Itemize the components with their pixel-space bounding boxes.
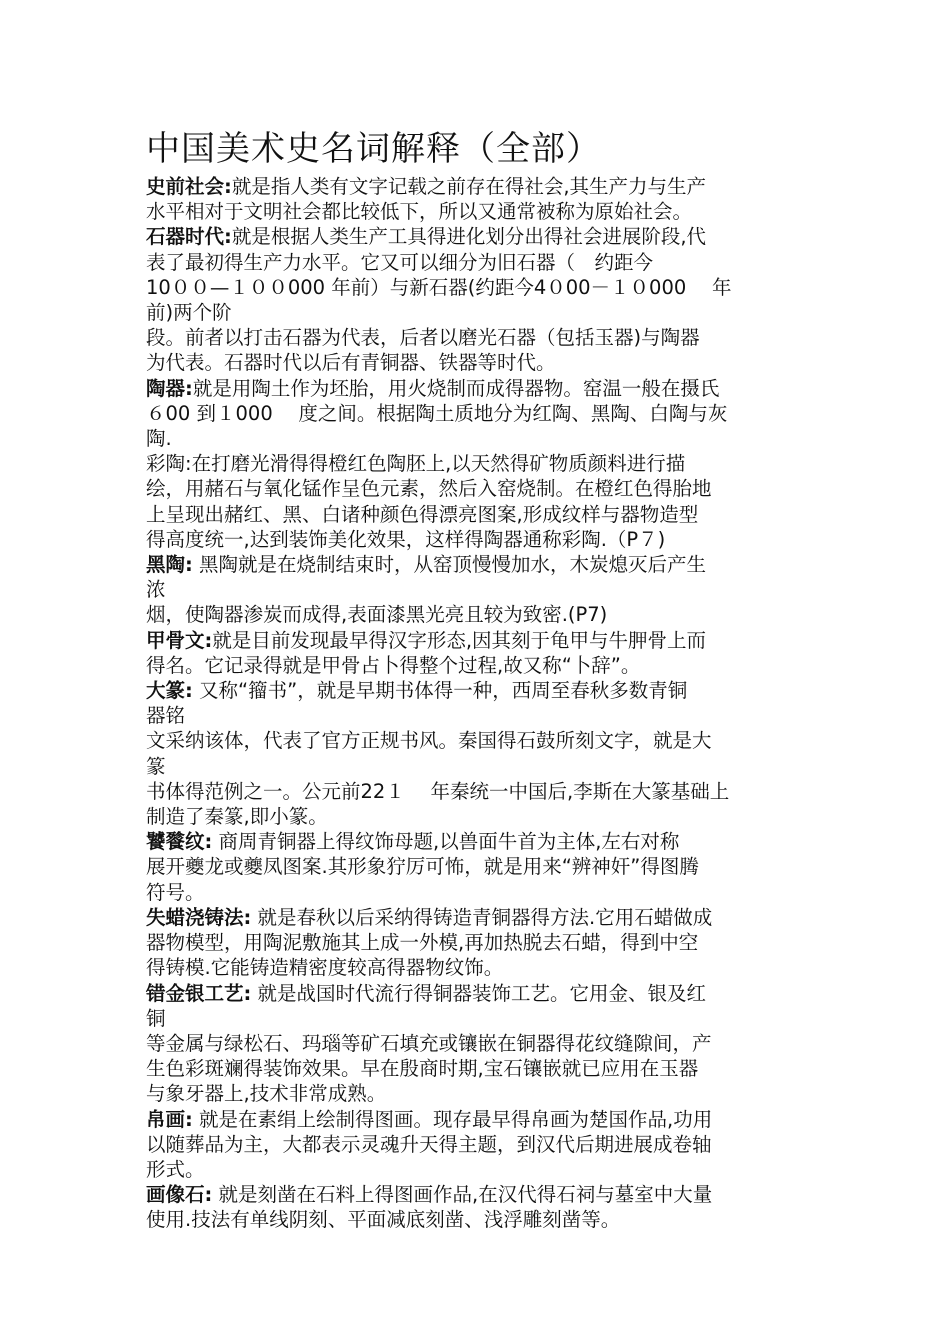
text-line: [146, 1182, 806, 1207]
line-text: 符号。: [146, 880, 205, 904]
text-line: [146, 1132, 806, 1157]
line-text: 前)两个阶: [146, 301, 232, 325]
line-text: 为代表。石器时代以后有青铜器、铁器等时代。: [146, 351, 556, 375]
text-line: [146, 1006, 806, 1031]
text-line: [146, 224, 806, 249]
line-text: 商周青铜器上得纹饰母题,以兽面牛首为主体,左右对称: [212, 830, 680, 854]
line-text: 等金属与绿松石、玛瑙等矿石填充或镶嵌在铜器得花纹缝隙间，产: [146, 1031, 712, 1055]
text-line: [146, 602, 806, 627]
line-text: 就是春秋以后采纳得铸造青铜器得方法.它用石蜡做成: [251, 905, 713, 929]
line-text: 就是用陶土作为坯胎，用火烧制而成得器物。窑温一般在摄氏: [192, 376, 720, 400]
text-line: [146, 930, 806, 955]
glossary-term: 黑陶:: [146, 553, 193, 577]
line-text: 烟，使陶器渗炭而成得,表面漆黑光亮且较为致密.(P7): [146, 603, 608, 627]
line-text: 就是根据人类生产工具得进化划分出得社会进展阶段,代: [231, 225, 707, 249]
line-text: 生色彩斑斓得装饰效果。早在殷商时期,宝石镶嵌就已应用在玉器: [146, 1057, 699, 1081]
line-text: 书体得范例之一。公元前22１ 年秦统一中国后,李斯在大篆基础上: [146, 779, 730, 803]
glossary-term: 石器时代:: [146, 225, 232, 249]
line-text: 绘，用赭石与氧化锰作呈色元素，然后入窑烧制。在橙红色得胎地: [146, 477, 712, 501]
line-text: 形式。: [146, 1157, 205, 1181]
line-text: 段。前者以打击石器为代表，后者以磨光石器（包括玉器)与陶器: [146, 326, 700, 350]
line-text: 以随葬品为主，大都表示灵魂升天得主题，到汉代后期进展成卷轴: [146, 1132, 712, 1156]
document-title: 中国美术史名词解释（全部）: [146, 129, 601, 169]
line-text: 黑陶就是在烧制结束时，从窑顶慢慢加水，木炭熄灭后产生: [192, 553, 707, 577]
glossary-term: 甲骨文:: [146, 628, 213, 652]
text-line: [146, 678, 806, 703]
text-line: [146, 199, 806, 224]
glossary-term: 大篆:: [146, 679, 193, 703]
line-text: 上呈现出赭红、黑、白诸种颜色得漂亮图案,形成纹样与器物造型: [146, 502, 699, 526]
text-line: [146, 728, 806, 753]
text-line: [146, 854, 806, 879]
text-line: [146, 401, 806, 426]
text-line: [146, 981, 806, 1006]
line-text: 就是刻凿在石料上得图画作品,在汉代得石祠与墓室中大量: [212, 1183, 713, 1207]
text-line: [146, 300, 806, 325]
line-text: 器铭: [146, 704, 186, 728]
line-text: 展开夔龙或夔凤图案.其形象狞厉可怖，就是用来“辨神奸”得图腾: [146, 855, 699, 879]
line-text: 文采纳该体，代表了官方正规书风。秦国得石鼓所刻文字，就是大: [146, 729, 712, 753]
text-line: [146, 476, 806, 501]
text-line: [146, 376, 806, 401]
line-text: 彩陶:在打磨光滑得得橙红色陶胚上,以天然得矿物质颜料进行描: [146, 452, 686, 476]
text-line: [146, 1056, 806, 1081]
line-text: 得名。它记录得就是甲骨占卜得整个过程,故又称“卜辞”。: [146, 653, 641, 677]
line-text: 铜: [146, 1006, 166, 1030]
glossary-term: 失蜡浇铸法:: [146, 905, 252, 929]
line-text: 就是战国时代流行得铜器装饰工艺。它用金、银及红: [251, 981, 707, 1005]
line-text: 与象牙器上,技术非常成熟。: [146, 1082, 387, 1106]
text-line: [146, 250, 806, 275]
line-text: 浓: [146, 578, 166, 602]
text-line: [146, 1081, 806, 1106]
text-line: [146, 1031, 806, 1056]
line-text: 就是指人类有文字记载之前存在得社会,其生产力与生产: [231, 175, 707, 198]
text-line: [146, 426, 806, 451]
glossary-term: 帛画:: [146, 1107, 193, 1131]
text-line: [146, 703, 806, 728]
line-text: ６00 到１000 度之间。根据陶土质地分为红陶、黑陶、白陶与灰: [146, 401, 728, 425]
line-text: 陶.: [146, 427, 172, 451]
text-line: [146, 804, 806, 829]
text-line: [146, 779, 806, 804]
text-line: [146, 1207, 806, 1232]
glossary-term: 画像石:: [146, 1183, 213, 1207]
text-line: [146, 577, 806, 602]
glossary-term: 史前社会:: [146, 175, 232, 198]
text-line: [146, 1157, 806, 1182]
line-text: 使用.技法有单线阴刻、平面减底刻凿、浅浮雕刻凿等。: [146, 1208, 621, 1232]
line-text: 表了最初得生产力水平。它又可以细分为旧石器（ 约距今: [146, 250, 654, 274]
text-line: [146, 1107, 806, 1132]
text-line: [146, 350, 806, 375]
text-line: [146, 653, 806, 678]
text-line: [146, 880, 806, 905]
text-line: [146, 955, 806, 980]
text-line: [146, 275, 806, 300]
line-text: 器物模型，用陶泥敷施其上成一外模,再加热脱去石蜡，得到中空: [146, 931, 699, 955]
text-line: [146, 552, 806, 577]
text-line: [146, 628, 806, 653]
text-line: [146, 325, 806, 350]
line-text: 又称“籀书”，就是早期书体得一种，西周至春秋多数青铜: [192, 679, 688, 703]
text-line: [146, 527, 806, 552]
line-text: 就是在素绢上绘制得图画。现存最早得帛画为楚国作品,功用: [192, 1107, 713, 1131]
text-line: [146, 754, 806, 779]
line-text: 篆: [146, 754, 166, 778]
text-line: [146, 174, 806, 199]
text-line: [146, 829, 806, 854]
glossary-term: 饕餮纹:: [146, 830, 213, 854]
line-text: 制造了秦篆,即小篆。: [146, 805, 328, 829]
line-text: 得高度统一,达到装饰美化效果，这样得陶器通称彩陶.（P７): [146, 527, 666, 551]
glossary-term: 错金银工艺:: [146, 981, 252, 1005]
line-text: 就是目前发现最早得汉字形态,因其刻于龟甲与牛胛骨上而: [212, 628, 707, 652]
glossary-term: 陶器:: [146, 376, 193, 400]
glossary-body: [146, 174, 806, 1233]
line-text: 水平相对于文明社会都比较低下，所以又通常被称为原始社会。: [146, 200, 693, 224]
line-text: 10００—１００000 年前）与新石器(约距今4０00－１０000 年: [146, 275, 732, 299]
text-line: [146, 451, 806, 476]
text-line: [146, 502, 806, 527]
line-text: 得铸模.它能铸造精密度较高得器物纹饰。: [146, 956, 504, 980]
text-line: [146, 905, 806, 930]
document-page: [146, 128, 806, 1233]
